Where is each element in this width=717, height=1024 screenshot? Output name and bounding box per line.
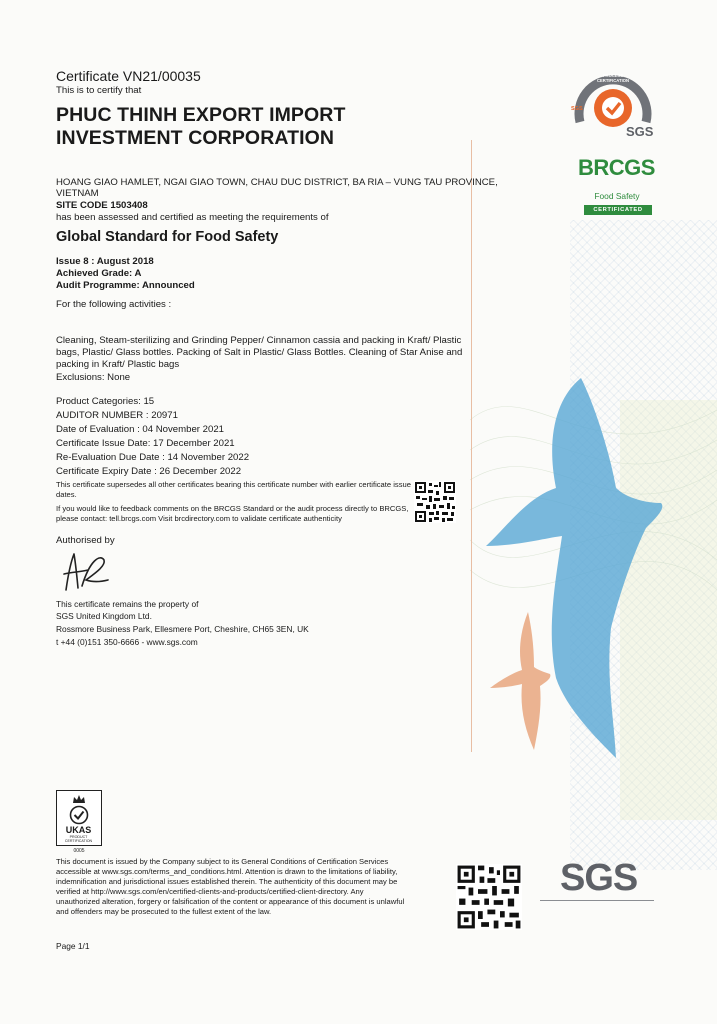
ukas-logo [56,790,102,846]
checkmark-circle-icon [69,805,89,825]
feedback-note-line2: please contact: tell.brcgs.com Visit brcdirectory.com to validate certificate authenticity [56,514,342,523]
legal-line6: and offenders may be prosecuted to the fullest extent of the law. [56,907,272,916]
legal-line1: This document is issued by the Company subject to its General Conditions of Certification Services [56,857,389,866]
site-code: SITE CODE 1503408 [56,200,148,211]
audit-programme: Audit Programme: Announced [56,280,195,291]
property-line2: SGS United Kingdom Ltd. [56,611,152,621]
badge-ring-text: PROCESS CERTIFICATION [596,73,630,83]
property-line1: This certificate remains the property of [56,599,199,609]
company-name-line2: INVESTMENT CORPORATION [56,127,335,149]
company-name-line1: PHUC THINH EXPORT IMPORT [56,104,346,126]
address-line1: HOANG GIAO HAMLET, NGAI GIAO TOWN, CHAU DUC DISTRICT, BA RIA – VUNG TAU PROVINCE, [56,177,498,188]
re-evaluation-date: Re-Evaluation Due Date : 14 November 2022 [56,452,250,463]
ukas-label: UKAS [65,825,92,835]
activities-line3: packing in Kraft/ Plastic bags [56,359,180,370]
sgs-certification-badge [568,70,658,144]
sgs-large-logo: SGS [560,857,638,899]
standard-title: Global Standard for Food Safety [56,229,279,245]
issue-date: Certificate Issue Date: 17 December 2021 [56,438,235,449]
qr-code-large[interactable] [456,864,522,930]
product-categories: Product Categories: 15 [56,396,155,407]
ukas-sub1: PRODUCT [69,835,88,839]
legal-line2: accessible at www.sgs.com/terms_and_conditions.html. Attention is drawn to the limitations of liability, [56,867,398,876]
sgs-small-logo: SGS [626,124,654,139]
qr-code-small[interactable] [414,481,456,523]
crown-icon [72,794,86,804]
assessed-statement: has been assessed and certified as meeting the requirements of [56,212,329,223]
certificated-badge: CERTIFICATED [584,205,652,215]
activities-line2: bags, Plastic/ Glass bottles. Packing of Salt in Plastic/ Glass Bottles. Cleaning of Star Anise and [56,347,463,358]
expiry-date: Certificate Expiry Date : 26 December 2022 [56,466,242,477]
activities-intro: For the following activities : [56,299,172,310]
sgs-underline [540,900,654,901]
activities-line1: Cleaning, Steam-sterilizing and Grinding Pepper/ Cinnamon cassia and packing in Kraft/ Plastic [56,335,462,346]
achieved-grade: Achieved Grade: A [56,268,142,279]
evaluation-date: Date of Evaluation : 04 November 2021 [56,424,224,435]
food-safety-label: Food Safety [594,191,640,201]
standard-issue: Issue 8 : August 2018 [56,256,154,267]
badge-side-sgs: SGS [571,106,583,112]
property-line3: Rossmore Business Park, Ellesmere Port, Cheshire, CH65 3EN, UK [56,624,309,634]
page-number: Page 1/1 [56,941,90,951]
property-line4: t +44 (0)151 350-6666 - www.sgs.com [56,637,198,647]
supersedes-note-line2: dates. [56,490,77,499]
signature [60,550,110,592]
supersedes-note-line1: This certificate supersedes all other certificates bearing this certificate number with earlier certificate issue [56,480,411,489]
legal-line3: indemnification and jurisdictional issues established therein. The authenticity of this document may be [56,877,398,886]
legal-line4: verified at http://www.sgs.com/en/certified-clients-and-products/certified-client-directory. Any [56,887,364,896]
authorised-by-label: Authorised by [56,535,115,546]
bird-watermark-orange [490,612,552,750]
vertical-divider [471,140,472,752]
certify-intro: This is to certify that [56,85,142,96]
auditor-number: AUDITOR NUMBER : 20971 [56,410,178,421]
ukas-sub2: CERTIFICATION [64,839,93,843]
certificate-number: Certificate VN21/00035 [56,68,201,84]
legal-line5: unauthorized alteration, forgery or falsification of the content or appearance of this document is unlawful [56,897,405,906]
exclusions: Exclusions: None [56,372,131,383]
feedback-note-line1: If you would like to feedback comments on the BRCGS Standard or the audit process directly to BRCGS, [56,504,409,513]
address-line2: VIETNAM [56,188,99,199]
brcgs-logo: BRCGS [578,155,655,180]
ukas-number: 0005 [73,848,85,854]
